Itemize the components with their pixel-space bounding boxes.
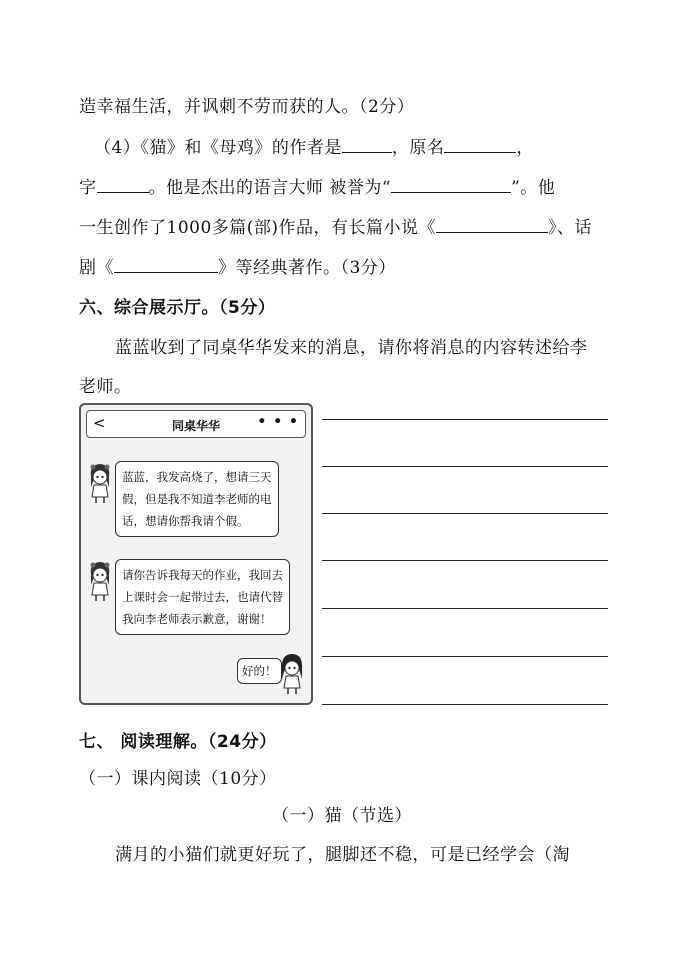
answer-line-2[interactable] [322, 466, 608, 467]
question-4-line-1 [94, 133, 534, 158]
drama-blank[interactable] [114, 258, 218, 273]
answer-line-3[interactable] [322, 513, 608, 514]
avatar-icon [87, 461, 113, 505]
courtesy-name-blank[interactable] [97, 178, 149, 193]
title-blank[interactable] [391, 178, 511, 193]
answer-line-7[interactable] [322, 704, 608, 705]
text-line-1: 造幸福生活，并讽刺不劳而获的人。（2分） [79, 97, 415, 117]
novel-blank[interactable] [436, 218, 548, 233]
answer-line-1[interactable] [322, 419, 608, 420]
message-2-line-1: 请你告诉我每天的作业，我回去 [122, 568, 283, 582]
message-bubble-1 [115, 461, 279, 537]
question-4-line-3 [79, 213, 592, 238]
section-7-subheading: （一）课内阅读（10分） [79, 769, 277, 789]
question-4-line-4 [79, 253, 396, 278]
q4-text-b: ，原名 [391, 138, 445, 158]
message-1-line-1: 蓝蓝，我发高烧了，想请三天 [122, 470, 272, 484]
more-options-icon: • • • [257, 414, 299, 430]
section-6-prompt-2: 老师。 [79, 377, 132, 397]
q4-text-g: 一生创作了1000多篇(部)作品，有长篇小说《 [79, 218, 437, 238]
answer-line-4[interactable] [322, 560, 608, 561]
section-6-prompt-1: 蓝蓝收到了同桌华华发来的消息，请你将消息的内容转述给李 [115, 338, 588, 358]
section-6-heading: 六、综合展示厅。（5分） [79, 298, 276, 318]
answer-line-6[interactable] [322, 656, 608, 657]
q4-text-f: ”。他 [511, 178, 556, 198]
question-4-line-2 [79, 173, 555, 198]
message-1-line-3: 话，想请你帮我请个假。 [122, 514, 249, 528]
reply-bubble: 好的！ [237, 658, 282, 684]
chat-screenshot [79, 403, 313, 705]
q4-text-j: 》等经典著作。（3分） [218, 258, 396, 278]
q4-text-i: 剧《 [79, 258, 114, 278]
q4-text-h: 》、话 [548, 218, 593, 238]
avatar-icon [279, 651, 305, 695]
answer-line-5[interactable] [322, 608, 608, 609]
message-2-line-3: 我向李老师表示歉意，谢谢！ [122, 612, 272, 626]
q4-text-a: （4）《猫》和《母鸡》的作者是 [94, 138, 342, 158]
avatar-icon [87, 559, 113, 603]
message-1-line-2: 假，但是我不知道李老师的电 [122, 492, 272, 506]
section-7-heading: 七、 阅读理解。（24分） [79, 732, 277, 752]
message-2-line-2: 上课时会一起带过去，也请代替 [122, 590, 283, 604]
back-arrow-icon: < [93, 414, 106, 432]
author-blank[interactable] [342, 138, 392, 153]
passage-text-1: 满月的小猫们就更好玩了，腿脚还不稳，可是已经学会（淘 [115, 845, 570, 865]
chat-header [86, 410, 306, 438]
q4-text-c: ， [516, 138, 534, 158]
message-bubble-2 [115, 559, 290, 635]
passage-title: （一）猫（节选） [272, 806, 412, 826]
chat-title: 同桌华华 [171, 419, 220, 433]
q4-text-d: 字 [79, 178, 97, 198]
original-name-blank[interactable] [444, 138, 516, 153]
q4-text-e: 。他是杰出的语言大师 被誉为“ [148, 178, 392, 198]
